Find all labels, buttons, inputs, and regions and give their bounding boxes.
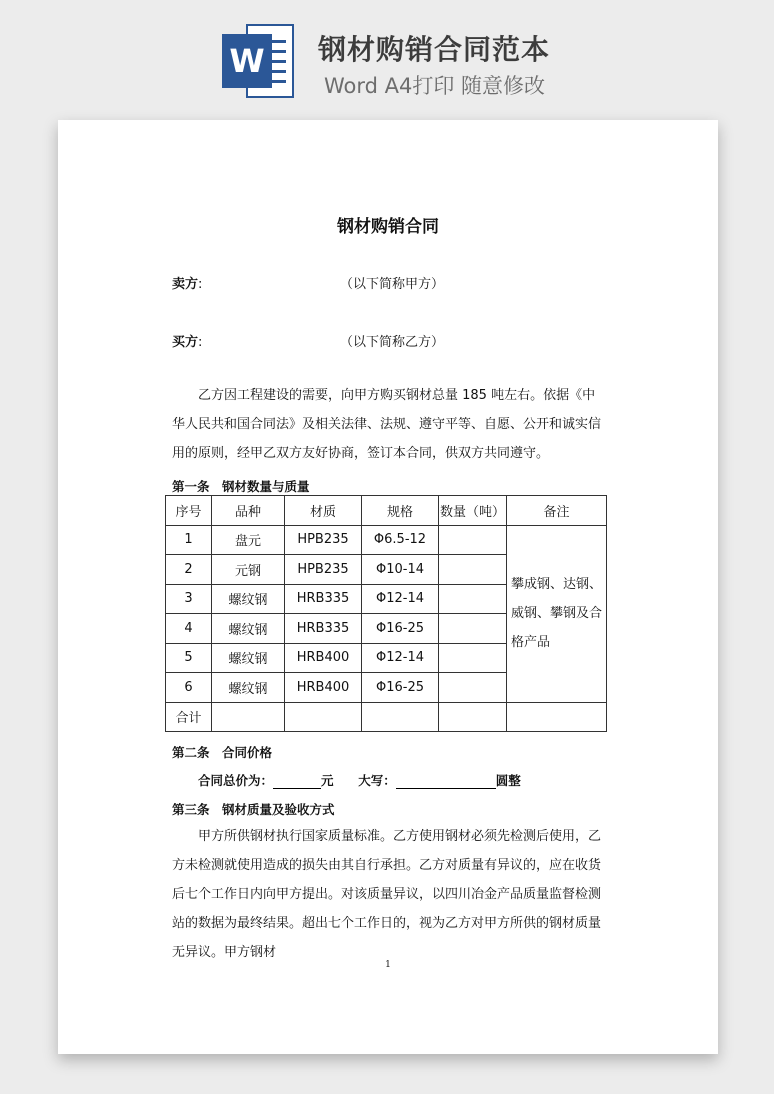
price-total-label: 合同总价为： [198,773,274,788]
table-cell: 4 [166,614,212,644]
header-banner [0,0,774,118]
seller-colon: : [198,277,203,292]
header-title: 钢材购销合同范本 [318,33,551,66]
buyer-note: （以下简称乙方） [340,335,445,350]
table-cell: Φ12-14 [362,584,439,614]
quantity-cell [439,525,507,555]
table-cell [439,702,507,732]
contract-price-line [198,771,521,789]
quality-paragraph: 甲方所供钢材执行国家质量标准。乙方使用钢材必须先检测后使用，乙方未检测就使用造成的损失由其自行承担。乙方对质量有异议的，应在收货后七个工作日内向甲方提出。对该质量异议，以四川冶金产品质量监督检测站的数据为最终结果。超出七个工作日的，视为乙方对甲方所供的钢材质量无异议。甲方钢材 [172,829,602,960]
remark-cell: 攀成钢、达钢、威钢、攀钢及合格产品 [507,525,607,702]
table-cell: 螺纹钢 [212,643,285,673]
price-capital-label: 大写： [358,773,396,788]
table-cell: Φ12-14 [362,643,439,673]
table-cell: Φ10-14 [362,555,439,585]
table-cell: 3 [166,584,212,614]
buyer-label: 买方 [172,335,199,350]
article-1-heading: 第一条 钢材数量与质量 [172,479,310,494]
table-cell: 6 [166,673,212,703]
header-cell: 备注 [507,496,607,526]
steel-spec-table [165,495,607,732]
buyer-line [172,331,445,350]
table-cell [285,702,362,732]
table-cell: HRB335 [285,614,362,644]
total-label-cell: 合计 [166,702,212,732]
table-cell: HRB400 [285,673,362,703]
table-total-row [166,702,607,732]
table-cell: Φ16-25 [362,614,439,644]
intro-paragraph: 乙方因工程建设的需要，向甲方购买钢材总量 185 吨左右。依据《中华人民共和国合同法》及相关法律、法规、遵守平等、自愿、公开和诚实信用的原则，经甲乙双方友好协商，签订本合同，供双方共同遵守。 [172,388,602,461]
table-cell: 螺纹钢 [212,614,285,644]
header-cell: 品种 [212,496,285,526]
header-cell: 规格 [362,496,439,526]
page-number: 1 [385,960,391,970]
header-subtitle: Word A4打印 随意修改 [324,74,546,98]
table-cell: 1 [166,525,212,555]
header-cell: 序号 [166,496,212,526]
seller-label: 卖方 [172,277,199,292]
table-cell: HRB400 [285,643,362,673]
price-unit: 元 [321,773,334,788]
table-cell: HPB235 [285,525,362,555]
price-total-blank [273,773,321,789]
table-cell [362,702,439,732]
table-cell: 盘元 [212,525,285,555]
seller-line [172,273,445,292]
table-cell: 螺纹钢 [212,584,285,614]
table-cell: 元钢 [212,555,285,585]
seller-note: （以下简称甲方） [340,277,445,292]
table-cell: Φ16-25 [362,673,439,703]
quantity-cell [439,673,507,703]
quantity-cell [439,584,507,614]
table-cell: Φ6.5-12 [362,525,439,555]
table-cell [212,702,285,732]
table-cell: 5 [166,643,212,673]
quantity-cell [439,614,507,644]
header-cell: 材质 [285,496,362,526]
buyer-colon: : [198,335,203,350]
word-badge: W [222,34,272,88]
article-3-heading: 第三条 钢材质量及验收方式 [172,802,335,817]
quantity-cell [439,643,507,673]
table-cell: HRB335 [285,584,362,614]
table-cell: 2 [166,555,212,585]
table-header-row [166,496,607,526]
table-cell [507,702,607,732]
table-cell: 螺纹钢 [212,673,285,703]
table-row [166,525,607,555]
contract-title: 钢材购销合同 [337,217,439,237]
word-icon [222,24,294,98]
header-cell: 数量（吨） [439,496,507,526]
document-page [58,120,718,1054]
article-2-heading: 第二条 合同价格 [172,745,273,760]
quantity-cell [439,555,507,585]
table-cell: HPB235 [285,555,362,585]
price-capital-blank [396,773,496,789]
price-capital-unit: 圆整 [495,773,521,788]
